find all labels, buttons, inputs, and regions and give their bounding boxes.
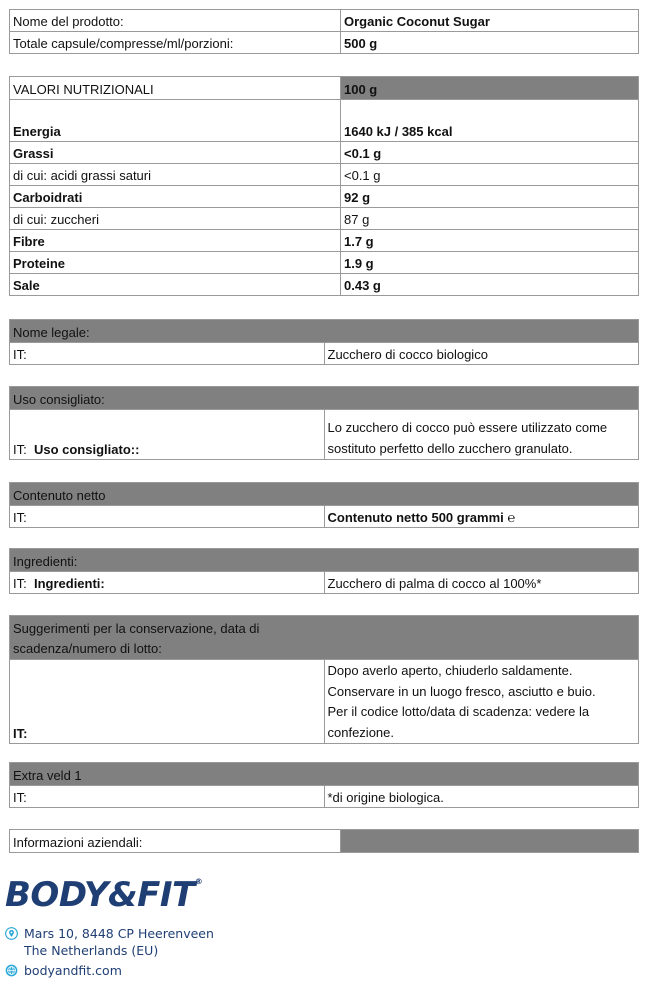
ingredients-label: Ingredienti: (33, 576, 105, 591)
nutrition-row-label: Fibre (10, 230, 341, 252)
nutrition-row-value: 1.7 g (341, 230, 639, 252)
usage-value-cell (324, 410, 639, 460)
nutrition-row-label: Grassi (10, 142, 341, 164)
nutrition-row-label: Energia (10, 100, 341, 142)
product-table (9, 9, 639, 54)
storage-table (9, 615, 639, 744)
nutrition-row-label: Sale (10, 274, 341, 296)
extra-header: Extra veld 1 (10, 763, 639, 786)
extra-value: *di origine biologica. (324, 786, 639, 808)
ingredients-table (9, 548, 639, 594)
storage-value-cell (324, 660, 639, 744)
storage-header-line-2: scadenza/numero di lotto: (13, 641, 162, 656)
nutrition-row-value: 0.43 g (341, 274, 639, 296)
usage-table (9, 386, 639, 460)
nutrition-row-label: di cui: acidi grassi saturi (10, 164, 341, 186)
usage-lang-cell (10, 410, 325, 460)
nutrition-row-value: <0.1 g (341, 142, 639, 164)
usage-header: Uso consigliato: (10, 387, 639, 410)
nutrition-row-value: 87 g (341, 208, 639, 230)
storage-header-line-1: Suggerimenti per la conservazione, data di (13, 621, 260, 636)
extra-lang: IT: (10, 786, 325, 808)
legal-name-header: Nome legale: (10, 320, 639, 343)
net-content-value-cell (324, 506, 639, 528)
ingredients-header: Ingredienti: (10, 549, 639, 572)
nutrition-row-label: Proteine (10, 252, 341, 274)
brand-logo (5, 875, 202, 915)
address-line-1: Mars 10, 8448 CP Heerenveen (24, 926, 214, 941)
legal-name-value: Zucchero di cocco biologico (324, 343, 639, 365)
storage-line-4: confezione. (327, 724, 394, 740)
nutrition-header-label: VALORI NUTRIZIONALI (10, 77, 341, 100)
nutrition-row-value: 1640 kJ / 385 kcal (341, 100, 639, 142)
nutrition-row-label: di cui: zuccheri (10, 208, 341, 230)
net-content-table (9, 482, 639, 528)
extra-table (9, 762, 639, 808)
company-header-fill (341, 830, 639, 853)
estimated-sign-icon: ℮ (507, 510, 516, 525)
usage-lang: IT: (13, 442, 27, 457)
company-table (9, 829, 639, 853)
legal-name-lang: IT: (10, 343, 325, 365)
usage-label: Uso consigliato:: (33, 442, 140, 457)
storage-header-cell (10, 616, 639, 660)
total-label: Totale capsule/compresse/ml/porzioni: (10, 32, 341, 54)
company-header: Informazioni aziendali: (10, 830, 341, 853)
ingredients-value: Zucchero di palma di cocco al 100%* (324, 572, 639, 594)
usage-line-1: Lo zucchero di cocco può essere utilizzato come (327, 420, 608, 435)
globe-icon (5, 964, 18, 977)
nutrition-row-label: Carboidrati (10, 186, 341, 208)
ingredients-lang: IT: (13, 576, 27, 591)
legal-name-table (9, 319, 639, 365)
brand-logo-text: BODY&FIT (5, 875, 195, 915)
nutrition-table (9, 76, 639, 296)
product-name-label: Nome del prodotto: (10, 10, 341, 32)
net-content-header: Contenuto netto (10, 483, 639, 506)
address-line-2: The Netherlands (EU) (24, 943, 159, 958)
net-content-lang: IT: (10, 506, 325, 528)
location-pin-icon (5, 927, 18, 940)
nutrition-row-value: 1.9 g (341, 252, 639, 274)
storage-lang: IT: (10, 660, 325, 744)
ingredients-lang-cell (10, 572, 325, 594)
company-address (5, 925, 214, 979)
storage-line-1: Dopo averlo aperto, chiuderlo saldamente. (327, 663, 573, 678)
website-link[interactable]: bodyandfit.com (24, 963, 122, 978)
registered-mark: ® (194, 877, 203, 886)
storage-line-3: Per il codice lotto/data di scadenza: vedere la (327, 704, 590, 719)
net-content-value: Contenuto netto 500 grammi (327, 510, 504, 525)
nutrition-row-value: <0.1 g (341, 164, 639, 186)
nutrition-row-value: 92 g (341, 186, 639, 208)
total-value: 500 g (341, 32, 639, 54)
storage-line-2: Conservare in un luogo fresco, asciutto e buio. (327, 683, 596, 699)
usage-line-2: sostituto perfetto dello zucchero granulato. (327, 441, 573, 456)
nutrition-header-value: 100 g (341, 77, 639, 100)
product-name-value: Organic Coconut Sugar (341, 10, 639, 32)
